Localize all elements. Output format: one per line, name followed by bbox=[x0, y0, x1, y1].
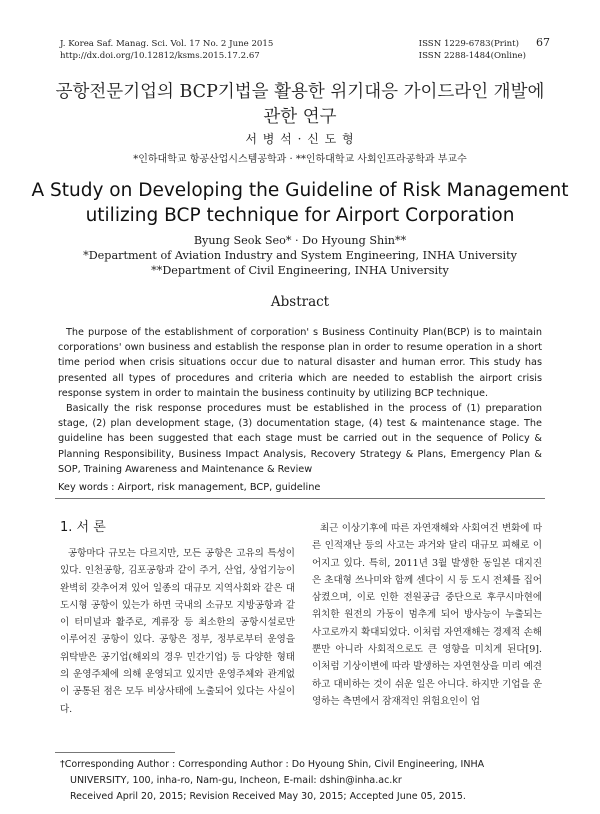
english-title-line2: utilizing BCP technique for Airport Corporation bbox=[85, 205, 515, 226]
footnote-divider bbox=[55, 752, 175, 753]
korean-affiliation: *인하대학교 항공산업시스템공학과 · **인하대학교 사회인프라공학과 부교수 bbox=[133, 154, 467, 165]
english-title-line1: A Study on Developing the Guideline of Risk Management bbox=[31, 180, 569, 201]
page-number: 67 bbox=[536, 36, 550, 49]
section-divider bbox=[55, 498, 545, 499]
footnote-address: UNIVERSITY, 100, inha-ro, Nam-gu, Incheon, E-mail: dshin@inha.ac.kr bbox=[70, 774, 402, 786]
issn-print: ISSN 1229-6783(Print) bbox=[418, 39, 519, 49]
affiliation-1: *Department of Aviation Industry and System Engineering, INHA University bbox=[83, 249, 517, 262]
doi-link[interactable]: http://dx.doi.org/10.12812/ksms.2015.17.2.67 bbox=[60, 51, 260, 61]
footnote-corresponding: †Corresponding Author : Corresponding Author : Do Hyoung Shin, Civil Engineering, INHA bbox=[60, 759, 485, 770]
abstract-body bbox=[58, 325, 542, 477]
english-title bbox=[30, 178, 570, 228]
section-heading-introduction: 1. 서 론 bbox=[60, 520, 106, 535]
keywords: Key words : Airport, risk management, BCP, guideline bbox=[58, 482, 321, 493]
korean-authors: 서 병 석 · 신 도 형 bbox=[245, 132, 355, 146]
footnote bbox=[60, 757, 550, 805]
affiliation-2: **Department of Civil Engineering, INHA University bbox=[151, 264, 449, 277]
body-column-right: 최근 이상기후에 따른 자연재해와 사회여건 변화에 따른 인적재난 등의 사고는 과거와 달리 대규모 피해로 이어지고 있다. 특히, 2011년 3월 발생한 동일본 대지진은 초대형 쓰나미와 함께 센다이 시 등 도시 전체를 집어삼켰으며, 이로 인한 전원공급 중단으로 후쿠시마현에 위치한 원전의 가동이 멈추게 되어 방사능이 누출되는 사고로까지 확대되었다. 이처럼 자연재해는 경제적 손해뿐만 아니라 사회적으로도 큰 영향을 미치게 된다[9]. 이처럼 기상이변에 따라 발생하는 자연현상을 미리 예견하고 대비하는 것이 쉬운 일은 아니다. 하지만 기업을 운영하는 측면에서 잠재적인 위험요인이 업 bbox=[312, 523, 542, 707]
english-authors: Byung Seok Seo* · Do Hyoung Shin** bbox=[193, 234, 407, 247]
journal-citation: J. Korea Saf. Manag. Sci. Vol. 17 No. 2 June 2015 bbox=[60, 39, 274, 49]
abstract-heading: Abstract bbox=[270, 294, 330, 310]
abstract-paragraph-2: Basically the risk response procedures must be established in the process of (1) preparation stage, (2) plan development stage, (3) documentation stage, (4) test & maintenance stage. The guideline has been suggested that each stage must be carried out in the sequence of Policy & Planning Responsibility, Business Impact Analysis, Recovery Strategy & Plans, Emergency Plan & SOP, Training Awareness and Maintenance & Review bbox=[58, 403, 542, 475]
footnote-dates: Received April 20, 2015; Revision Received May 30, 2015; Accepted June 05, 2015. bbox=[70, 791, 466, 802]
korean-title bbox=[40, 80, 560, 130]
body-column-left: 공항마다 규모는 다르지만, 모든 공항은 고유의 특성이 있다. 인천공항, 김포공항과 같이 주거, 산업, 상업기능이 완벽히 갖추어져 있어 일종의 대규모 지역사회와 같은 대도시형 공항이 있는가 하면 국내의 소규모 지방공항과 같이 터미널과 활주로, 계류장 등 최소한의 공항시설로만 이루어진 공항이 있다. 공항은 정부, 정부로부터 운영을 위탁받은 공기업(해외의 경우 민간기업) 등 다양한 형태의 운영주체에 의해 운영되고 있지만 운영주체와 관계없이 공통된 점은 모두 비상사태에 노출되어 있다는 사실이다. bbox=[60, 548, 295, 715]
korean-title-line1: 공항전문기업의 BCP기법을 활용한 위기대응 가이드라인 개발에 bbox=[55, 82, 545, 102]
korean-title-line2: 관한 연구 bbox=[263, 107, 337, 127]
abstract-paragraph-1: The purpose of the establishment of corporation' s Business Continuity Plan(BCP) is to maintain corporations' own business and establish the response plan in order to resume operation in a short time period when crisis situations occur due to natural disaster and human error. This study has presented all types of procedures and criteria which are needed to establish the airport crisis response system in order to maintain the business continuity by utilizing BCP technique. bbox=[58, 327, 542, 399]
issn-online: ISSN 2288-1484(Online) bbox=[418, 51, 526, 61]
